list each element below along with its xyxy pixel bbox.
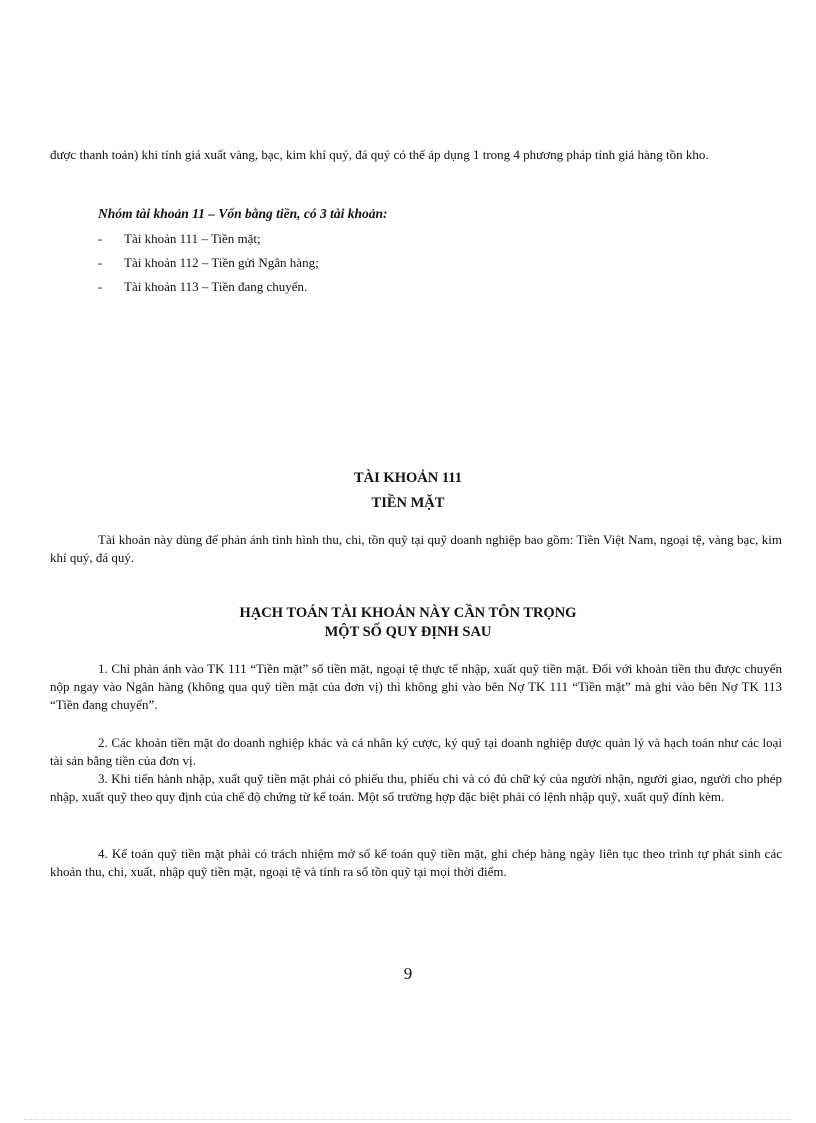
list-item: [98, 254, 319, 278]
list-item: [98, 230, 319, 254]
rules-heading-line1: HẠCH TOÁN TÀI KHOẢN NÀY CẦN TÔN TRỌNG: [239, 605, 577, 621]
account-list: [98, 230, 319, 302]
account-name-title: TIỀN MẶT: [371, 495, 445, 511]
account-description: Tài khoản này dùng để phản ánh tình hình thu, chi, tồn quỹ tại quỹ doanh nghiệp bao gồm: Tiền Việt Nam, ngoại tệ, vàng bạc, kim khí quý, đá quý.: [50, 532, 782, 565]
list-item-text: Tài khoản 113 – Tiền đang chuyển.: [124, 279, 308, 294]
page-bottom-divider: [24, 1119, 792, 1120]
rule-item-1: 1. Chỉ phản ánh vào TK 111 “Tiền mặt” số tiền mặt, ngoại tệ thực tế nhập, xuất quỹ tiền mặt. Đối với khoản tiền thu được chuyển nộp ngay vào Ngân hàng (không qua quỹ tiền mặt của đơn vị) thì không ghi vào bên Nợ TK 111 “Tiền mặt” mà ghi vào bên Nợ TK 113 “Tiền đang chuyển”.: [50, 661, 782, 712]
account-code-title: TÀI KHOẢN 111: [354, 470, 462, 486]
list-bullet: -: [98, 231, 103, 246]
intro-paragraph: được thanh toán) khi tính giá xuất vàng, bạc, kim khí quý, đá quý có thể áp dụng 1 trong 4 phương pháp tính giá hàng tồn kho.: [50, 147, 709, 162]
rules-heading-line2: MỘT SỐ QUY ĐỊNH SAU: [324, 624, 492, 640]
list-item-text: Tài khoản 112 – Tiền gửi Ngân hàng;: [124, 255, 319, 270]
account-group-title: Nhóm tài khoản 11 – Vốn bằng tiền, có 3 tài khoản:: [98, 206, 388, 221]
list-bullet: -: [98, 255, 103, 270]
rule-item-2: 2. Các khoản tiền mặt do doanh nghiệp khác và cá nhân ký cược, ký quỹ tại doanh nghiệp được quản lý và hạch toán như các loại tài sản bằng tiền của đơn vị.: [50, 735, 782, 768]
list-bullet: -: [98, 279, 103, 294]
list-item-text: Tài khoản 111 – Tiền mặt;: [124, 231, 261, 246]
list-item: [98, 278, 319, 302]
rule-item-4: 4. Kế toán quỹ tiền mặt phải có trách nhiệm mở sổ kế toán quỹ tiền mặt, ghi chép hàng ngày liên tục theo trình tự phát sinh các khoản thu, chi, xuất, nhập quỹ tiền mặt, ngoại tệ và tính ra số tồn quỹ tại mọi thời điểm.: [50, 846, 782, 879]
page-number: 9: [403, 964, 413, 983]
rule-item-3: 3. Khi tiến hành nhập, xuất quỹ tiền mặt phải có phiếu thu, phiếu chi và có đủ chữ ký của người nhận, người giao, người cho phép nhập, xuất quỹ theo quy định của chế độ chứng từ kế toán. Một số trường hợp đặc biệt phải có lệnh nhập quỹ, xuất quỹ đính kèm.: [50, 771, 782, 804]
